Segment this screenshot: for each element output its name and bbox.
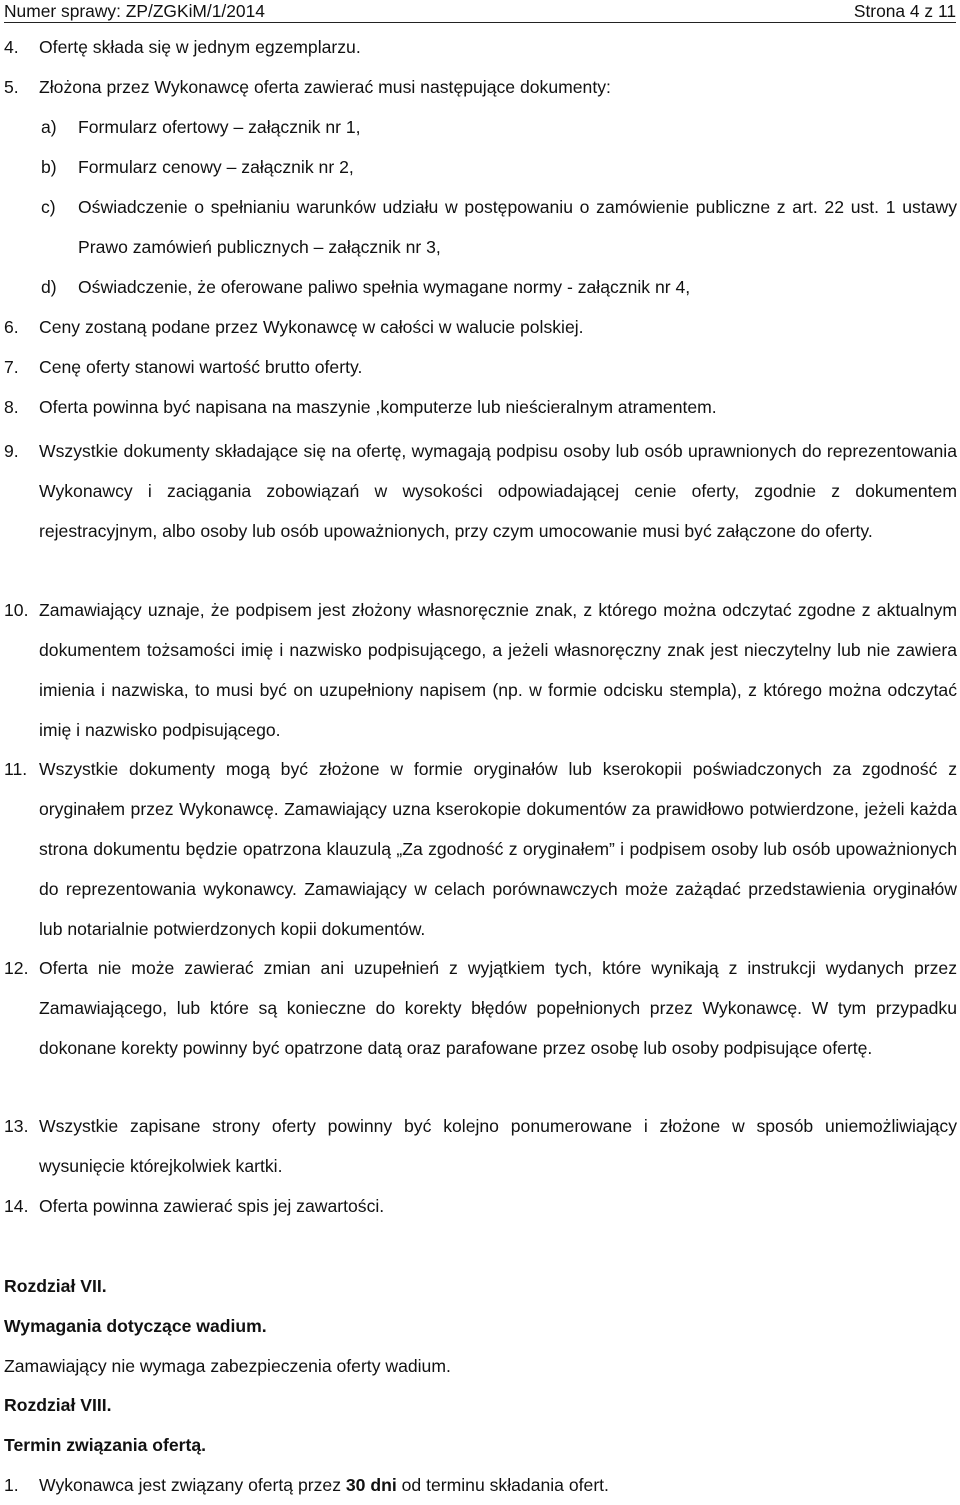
item-number: 14. (4, 1196, 29, 1216)
case-number: Numer sprawy: ZP/ZGKiM/1/2014 (4, 1, 265, 21)
chapter-7-text: Zamawiający nie wymaga zabezpieczenia oferty wadium. (4, 1356, 451, 1376)
item-number: 5. (4, 77, 19, 97)
chapter-8-subtitle: Termin związania ofertą. (4, 1435, 207, 1455)
sub-item-text: Oświadczenie, że oferowane paliwo spełnia wymagane normy - załącznik nr 4, (78, 277, 691, 297)
item-number: 13. (4, 1116, 29, 1136)
item-number: 7. (4, 357, 19, 377)
item-text: Wszystkie dokumenty składające się na ofertę, wymagają podpisu osoby lub osób uprawnionych do reprezentowania Wykonawcy i zaciągania zobowiązań w wysokości odpowiadającej cenie oferty, zgodnie z dokumentem rejestracyjnym, albo osoby lub osób upoważnionych, przy czym umocowanie musi być załączone do oferty. (39, 441, 957, 541)
binding-period: 30 dni (345, 1475, 397, 1495)
page-header (4, 0, 956, 23)
page-number: Strona 4 z 11 (853, 1, 956, 21)
sub-item-text: Oświadczenie o spełnianiu warunków udziału w postępowaniu o zamówienie publiczne z art. 22 ust. 1 ustawy Prawo zamówień publicznych – załącznik nr 3, (78, 197, 957, 257)
sub-item-letter: c) (41, 197, 56, 217)
item-text: Oferta powinna zawierać spis jej zawartości. (39, 1196, 385, 1216)
item-text: Cenę oferty stanowi wartość brutto oferty. (39, 357, 363, 377)
item-number: 4. (4, 37, 19, 57)
item-number: 9. (4, 441, 19, 461)
item-text: Oferta nie może zawierać zmian ani uzupełnień z wyjątkiem tych, które wynikają z instrukcji wydanych przez Zamawiającego, lub które są konieczne do korekty błędów popełnionych przez Wykonawcę. W tym przypadku dokonane korekty powinny być opatrzone datą oraz parafowane przez osobę lub osoby podpisujące ofertę. (39, 958, 957, 1058)
item-text-post: od terminu składania ofert. (396, 1475, 609, 1495)
item-text: Wszystkie dokumenty mogą być złożone w formie oryginałów lub kserokopii poświadczonych za zgodność z oryginałem przez Wykonawcę. Zamawiający uzna kserokopie dokumentów za prawidłowo potwierdzone, jeżeli każda strona dokumentu będzie opatrzona klauzulą „Za zgodność z oryginałem” i podpisem osoby lub osób upoważnionych do reprezentowania wykonawcy. Zamawiający w celach porównawczych może zażądać przedstawienia oryginałów lub notarialnie potwierdzonych kopii dokumentów. (39, 759, 957, 939)
sub-item-text: Formularz cenowy – załącznik nr 2, (78, 157, 354, 177)
item-text: Zamawiający uznaje, że podpisem jest złożony własnoręcznie znak, z którego można odczytać zgodne z aktualnym dokumentem tożsamości imię i nazwisko podpisującego, a jeżeli własnoręczny znak jest nieczytelny lub nie zawiera imienia i nazwiska, to musi być on uzupełniony napisem (np. w formie odcisku stempla), z którego można odczytać imię i nazwisko podpisującego. (39, 600, 957, 740)
chapter-7-subtitle: Wymagania dotyczące wadium. (4, 1316, 267, 1336)
item-text: Ceny zostaną podane przez Wykonawcę w całości w walucie polskiej. (39, 317, 584, 337)
item-text (39, 1465, 957, 1505)
sub-item-letter: d) (41, 277, 57, 297)
item-number: 12. (4, 958, 29, 978)
item-number: 11. (4, 759, 28, 779)
item-text: Oferta powinna być napisana na maszynie ,komputerze lub nieścieralnym atramentem. (39, 397, 717, 417)
sub-item-text: Formularz ofertowy – załącznik nr 1, (78, 117, 361, 137)
chapter-7-title: Rozdział VII. (4, 1276, 107, 1296)
item-text: Złożona przez Wykonawcę oferta zawierać musi następujące dokumenty: (39, 77, 611, 97)
item-text: Wszystkie zapisane strony oferty powinny być kolejno ponumerowane i złożone w sposób uniemożliwiający wysunięcie którejkolwiek kartki. (39, 1116, 957, 1176)
item-number: 6. (4, 317, 19, 337)
item-text-pre: Wykonawca jest związany ofertą przez (39, 1475, 346, 1495)
sub-item-letter: b) (41, 157, 57, 177)
item-number: 8. (4, 397, 19, 417)
chapter-8-title: Rozdział VIII. (4, 1395, 112, 1415)
item-text: Ofertę składa się w jednym egzemplarzu. (39, 37, 361, 57)
item-number: 1. (4, 1475, 19, 1495)
sub-item-letter: a) (41, 117, 57, 137)
item-number: 10. (4, 600, 29, 620)
